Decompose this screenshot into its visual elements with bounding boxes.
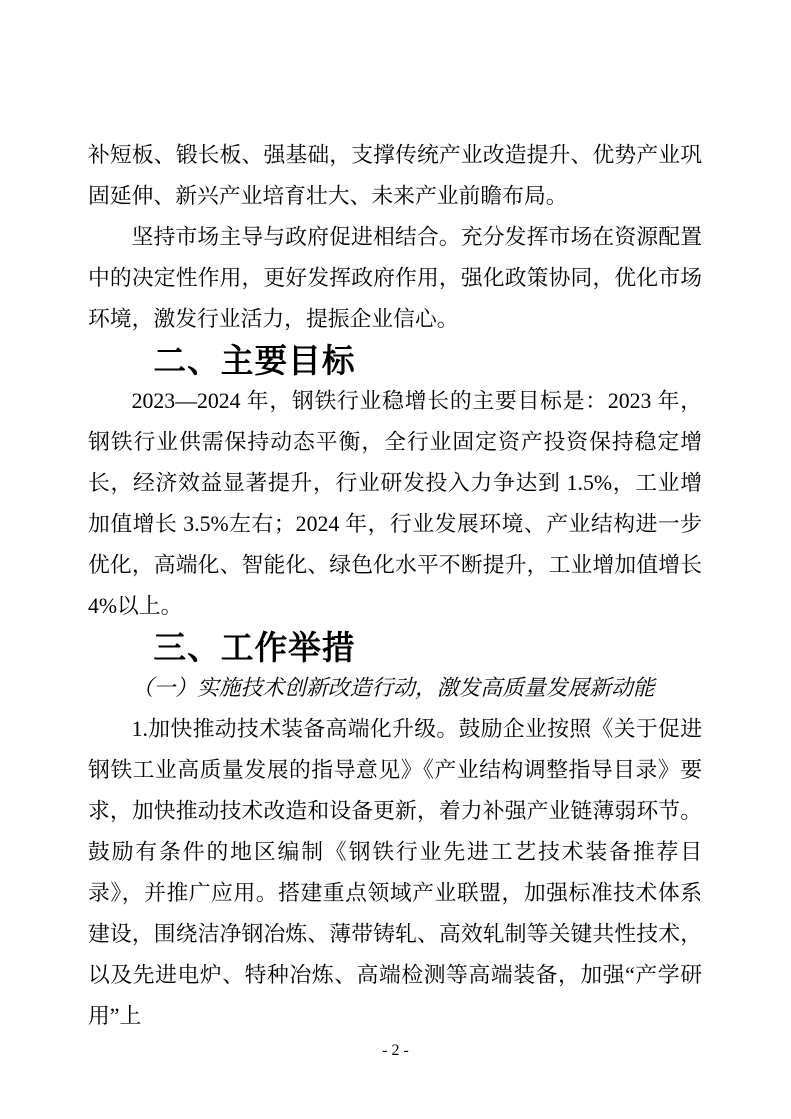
- section-heading-main-goals: 二、主要目标: [153, 342, 356, 379]
- paragraph-market-government: 坚持市场主导与政府促进相结合。充分发挥市场在资源配置中的决定性作用，更好发挥政府作用，强化政策协同，优化市场环境，激发行业活力，提振企业信心。: [88, 225, 702, 331]
- paragraph-goals-2023-2024: 2023—2024 年，钢铁行业稳增长的主要目标是：2023 年，钢铁行业供需保持动态平衡，全行业固定资产投资保持稳定增长，经济效益显著提升，行业研发投入力争达到 1.5%，工业增加值增长 3.5%左右；2024 年，行业发展环境、产业结构进一步优化，高端化、智能化、绿色化水平不断提升，工业增加值增长 4%以上。: [88, 389, 702, 618]
- page-number: - 2 -: [382, 1042, 409, 1059]
- subsection-heading-tech-innovation: （一）实施技术创新改造行动，激发高质量发展新动能: [131, 676, 655, 700]
- document-body: [88, 135, 702, 1037]
- paragraph-tech-equipment-upgrade: 1.加快推动技术装备高端化升级。鼓励企业按照《关于促进钢铁工业高质量发展的指导意见》《产业结构调整指导目录》要求，加快推动技术改造和设备更新，着力补强产业链薄弱环节。鼓励有条件的地区编制《钢铁行业先进工艺技术装备推荐目录》，并推广应用。搭建重点领域产业联盟，加强标准技术体系建设，围绕洁净钢冶炼、薄带铸轧、高效轧制等关键共性技术，以及先进电炉、特种冶炼、高端检测等高端装备，加强“产学研用”上: [88, 717, 702, 1028]
- paragraph-continuation: 补短板、锻长板、强基础，支撑传统产业改造提升、优势产业巩固延伸、新兴产业培育壮大、未来产业前瞻布局。: [88, 143, 702, 208]
- section-heading-work-measures: 三、工作举措: [153, 629, 356, 666]
